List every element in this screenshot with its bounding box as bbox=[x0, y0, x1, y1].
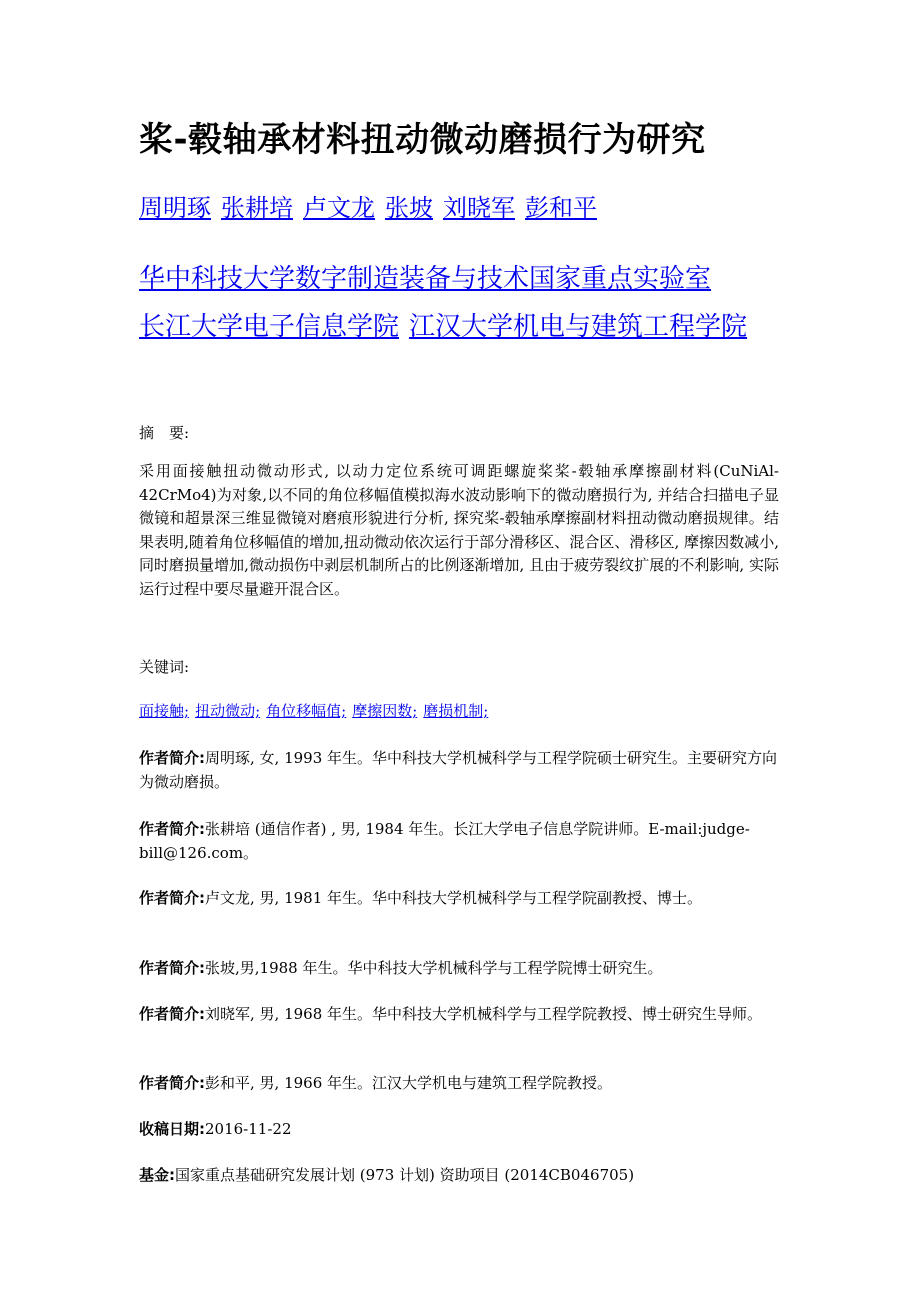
keyword-link[interactable]: 角位移幅值; bbox=[266, 702, 347, 720]
author-link[interactable]: 张耕培 bbox=[221, 194, 293, 222]
author-link[interactable]: 卢文龙 bbox=[303, 194, 375, 222]
abstract-text: 采用面接触扭动微动形式, 以动力定位系统可调距螺旋桨桨-毂轴承摩擦副材料(CuNiAl-42CrMo4)为对象,以不同的角位移幅值模拟海水波动影响下的微动磨损行为, 并结合扫描电子显微镜和超景深三维显微镜对磨痕形貌进行分析, 探究桨-毂轴承摩擦副材料扭动微动磨损规律。结果表明,随着角位移幅值的增加,扭动微动依次运行于部分滑移区、混合区、滑移区, 摩擦因数减小, 同时磨损量增加,微动损伤中剥层机制所占的比例逐渐增加, 且由于疲劳裂纹扩展的不利影响, 实际运行过程中要尽量避开混合区。 bbox=[139, 462, 779, 598]
bio-label: 作者简介: bbox=[139, 749, 205, 767]
author-bio bbox=[139, 1002, 779, 1026]
bio-text: 张坡,男,1988 年生。华中科技大学机械科学与工程学院博士研究生。 bbox=[205, 959, 663, 977]
keyword-link[interactable]: 面接触; bbox=[139, 702, 190, 720]
affiliation-link[interactable]: 江汉大学机电与建筑工程学院 bbox=[409, 312, 748, 342]
author-bio bbox=[139, 956, 779, 980]
bio-text: 彭和平, 男, 1966 年生。江汉大学机电与建筑工程学院教授。 bbox=[205, 1074, 613, 1092]
abstract-label: 摘 要: bbox=[139, 424, 190, 442]
fund-info bbox=[139, 1164, 634, 1185]
author-bio bbox=[139, 746, 779, 794]
bio-label: 作者简介: bbox=[139, 1074, 205, 1092]
bio-label: 作者简介: bbox=[139, 889, 205, 907]
bio-label: 作者简介: bbox=[139, 820, 205, 838]
received-date bbox=[139, 1118, 291, 1139]
bio-text: 周明琢, 女, 1993 年生。华中科技大学机械科学与工程学院硕士研究生。主要研究方向为微动磨损。 bbox=[139, 749, 778, 791]
affiliation-list bbox=[139, 255, 779, 351]
keyword-link[interactable]: 磨损机制; bbox=[423, 702, 489, 720]
author-link[interactable]: 刘晓军 bbox=[443, 194, 515, 222]
keyword-link[interactable]: 摩擦因数; bbox=[352, 702, 418, 720]
author-list bbox=[139, 188, 607, 223]
author-link[interactable]: 周明琢 bbox=[139, 194, 211, 222]
paper-title: 桨-毂轴承材料扭动微动磨损行为研究 bbox=[139, 120, 706, 160]
bio-label: 作者简介: bbox=[139, 959, 205, 977]
author-bio bbox=[139, 817, 779, 865]
fund-label: 基金: bbox=[139, 1166, 175, 1184]
fund-value: 国家重点基础研究发展计划 (973 计划) 资助项目 (2014CB046705) bbox=[175, 1166, 635, 1184]
author-bio bbox=[139, 1071, 779, 1095]
affiliation-link[interactable]: 华中科技大学数字制造装备与技术国家重点实验室 bbox=[139, 264, 712, 294]
keywords-label: 关键词: bbox=[139, 658, 190, 676]
author-bio bbox=[139, 886, 779, 910]
author-link[interactable]: 张坡 bbox=[385, 194, 433, 222]
received-label: 收稿日期: bbox=[139, 1120, 205, 1138]
author-link[interactable]: 彭和平 bbox=[525, 194, 597, 222]
bio-text: 张耕培 (通信作者) , 男, 1984 年生。长江大学电子信息学院讲师。E-mail:judge-bill@126.com。 bbox=[139, 820, 750, 862]
keyword-list bbox=[139, 700, 494, 721]
bio-label: 作者简介: bbox=[139, 1005, 205, 1023]
affiliation-link[interactable]: 长江大学电子信息学院 bbox=[139, 312, 400, 342]
bio-text: 刘晓军, 男, 1968 年生。华中科技大学机械科学与工程学院教授、博士研究生导师。 bbox=[205, 1005, 763, 1023]
keyword-link[interactable]: 扭动微动; bbox=[195, 702, 261, 720]
bio-text: 卢文龙, 男, 1981 年生。华中科技大学机械科学与工程学院副教授、博士。 bbox=[205, 889, 703, 907]
received-value: 2016-11-22 bbox=[205, 1120, 292, 1138]
